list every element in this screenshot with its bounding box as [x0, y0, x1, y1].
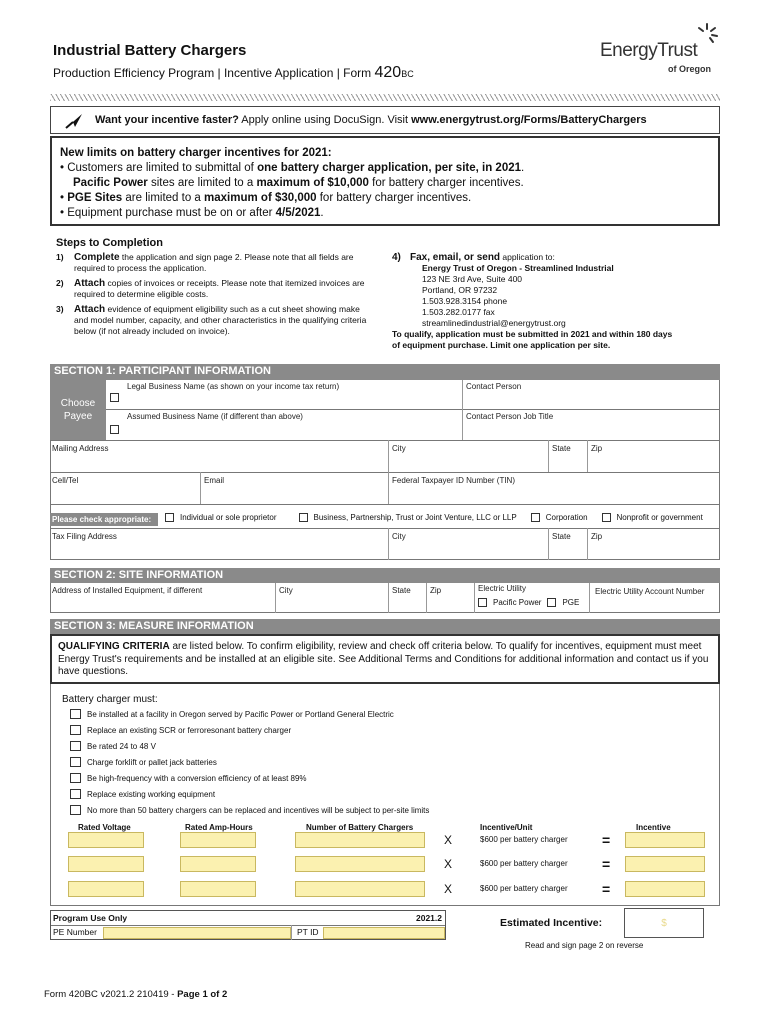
form-number: 420 — [374, 64, 402, 81]
choose-payee-label: Choose Payee — [50, 380, 106, 440]
site-state-label: State — [392, 586, 411, 595]
steps-title: Steps to Completion — [56, 237, 163, 249]
account-number-label: Electric Utility Account Number — [595, 587, 705, 596]
legal-name-label: Legal Business Name (as shown on your income tax return) — [127, 382, 340, 391]
criteria-item — [70, 757, 217, 767]
number-chargers-input[interactable] — [295, 881, 425, 897]
steps-left — [56, 252, 376, 337]
criteria-text: Be rated 24 to 48 V — [87, 741, 156, 751]
docusign-banner: Want your incentive faster? Apply online using DocuSign. Visit www.energytrust.org/Forms/BatteryChargers — [50, 106, 720, 134]
incentive-row-input[interactable] — [625, 856, 705, 872]
criteria-item — [70, 773, 307, 783]
step-1: 1) Complete the application and sign page 2. Please note that all fields are required to process the application. — [56, 252, 354, 273]
mailing-address-label: Mailing Address — [52, 444, 109, 453]
read-and-sign-note: Read and sign page 2 on reverse — [525, 941, 644, 950]
energy-trust-logo — [600, 22, 722, 77]
criteria-text: Replace an existing SCR or ferroresonant battery charger — [87, 725, 292, 735]
corporation-checkbox[interactable] — [531, 513, 540, 522]
section-2-header: SECTION 2: SITE INFORMATION — [50, 568, 720, 583]
criteria-text: No more than 50 battery chargers can be replaced and incentives will be subject to per-site limits — [87, 805, 430, 815]
contact-person-label: Contact Person — [466, 382, 522, 391]
entity-type-group: Individual or sole proprietor Business, Partnership, Trust or Joint Venture, LLC or LLP Corporation Nonprofit or government — [165, 513, 703, 522]
criteria-checkbox[interactable] — [70, 709, 81, 719]
number-chargers-input[interactable] — [295, 832, 425, 848]
qualifying-criteria-text: QUALIFYING CRITERIA are listed below. To confirm eligibility, review and check off criteria below. To qualify for incentives, equipment must meet Energy Trust's requirements and be installed at an eligible site. See Additional Terms and Conditions for additional information and contact us if you have questions. — [50, 634, 720, 684]
mailing-address: Energy Trust of Oregon - Streamlined Industrial 123 NE 3rd Ave, Suite 400 Portland, OR 97232 1.503.928.3154 phone 1.503.282.0177 fax streamlinedindustrial@energytrust.org — [422, 263, 614, 328]
col-rated-voltage: Rated Voltage — [78, 823, 131, 832]
pacific-power-checkbox[interactable] — [478, 598, 487, 607]
sun-icon — [695, 22, 719, 46]
send-arrow-icon — [65, 113, 83, 129]
hatched-divider — [50, 94, 720, 101]
step-4: 4) Fax, email, or send application to: Energy Trust of Oregon - Streamlined Industrial 123 NE 3rd Ave, Suite 400 Portland, OR 97232 1.503.928.3154 phone 1.503.282.0177 fax streamlinedindustrial@energytrust.org To qualify, application must be submitted in 2021 and within 180 days of equipment purchase. Limit one application per site. — [392, 252, 722, 351]
estimated-incentive-total[interactable]: $ — [624, 908, 704, 938]
number-chargers-input[interactable] — [295, 856, 425, 872]
criteria-item — [70, 789, 215, 799]
col-incentive-unit: Incentive/Unit — [480, 823, 533, 832]
rated-voltage-input[interactable] — [68, 832, 144, 848]
section-1-header: SECTION 1: PARTICIPANT INFORMATION — [50, 364, 720, 380]
pe-number-input[interactable] — [103, 927, 291, 939]
incentive-per-unit: $600 per battery charger — [480, 884, 568, 893]
col-incentive: Incentive — [636, 823, 671, 832]
contact-title-label: Contact Person Job Title — [466, 412, 554, 421]
installed-address-label: Address of Installed Equipment, if different — [52, 586, 203, 595]
tax-state-label: State — [552, 532, 571, 541]
rated-amp-hours-input[interactable] — [180, 856, 256, 872]
step-2: 2) Attach copies of invoices or receipts. Please note that itemized invoices are required to determine eligible costs. — [56, 278, 365, 299]
col-number-chargers: Number of Battery Chargers — [306, 823, 414, 832]
check-appropriate-label: Please check appropriate: — [50, 513, 158, 526]
incentive-per-unit: $600 per battery charger — [480, 859, 568, 868]
footer: Form 420BC v2021.2 210419 - Page 1 of 2 — [44, 989, 228, 1000]
criteria-text: Be installed at a facility in Oregon served by Pacific Power or Portland General Electric — [87, 709, 394, 719]
criteria-checkbox[interactable] — [70, 725, 81, 735]
equals-sign: = — [602, 832, 611, 848]
docusign-link[interactable]: www.energytrust.org/Forms/BatteryChargers — [411, 114, 647, 126]
col-rated-amp-hours: Rated Amp-Hours — [185, 823, 253, 832]
payee-assumed-checkbox[interactable] — [110, 425, 119, 434]
equals-sign: = — [602, 881, 611, 897]
incentive-per-unit: $600 per battery charger — [480, 835, 568, 844]
estimated-incentive-label: Estimated Incentive: — [500, 917, 603, 929]
tax-zip-label: Zip — [591, 532, 603, 541]
criteria-item — [70, 709, 394, 719]
payee-legal-checkbox[interactable] — [110, 393, 119, 402]
times-sign: X — [444, 857, 453, 871]
individual-checkbox[interactable] — [165, 513, 174, 522]
assumed-name-label: Assumed Business Name (if different than above) — [127, 412, 303, 421]
cell-tel-label: Cell/Tel — [52, 476, 79, 485]
rated-voltage-input[interactable] — [68, 881, 144, 897]
logo-subtext: of Oregon — [668, 64, 711, 74]
criteria-checkbox[interactable] — [70, 741, 81, 751]
times-sign: X — [444, 833, 453, 847]
pge-checkbox[interactable] — [547, 598, 556, 607]
page-number: Page 1 of 2 — [177, 989, 228, 1000]
nonprofit-checkbox[interactable] — [602, 513, 611, 522]
times-sign: X — [444, 882, 453, 896]
criteria-text: Charge forklift or pallet jack batteries — [87, 757, 217, 767]
incentive-row-input[interactable] — [625, 832, 705, 848]
city-label: City — [392, 444, 406, 453]
limits-notice: New limits on battery charger incentives for 2021: • Customers are limited to submittal of one battery charger application, per site, in 2021. Pacific Power sites are limited to a maximum of $10,000 for battery charger incentives. • PGE Sites are limited to a maximum of $30,000 for battery charger incentives. • Equipment purchase must be on or after 4/5/2021. — [50, 136, 720, 226]
battery-charger-must: Battery charger must: — [62, 694, 158, 705]
page-subtitle: Production Efficiency Program | Incentive Application | Form 420BC — [53, 64, 414, 81]
pt-id-input[interactable] — [323, 927, 445, 939]
tin-label: Federal Taxpayer ID Number (TIN) — [392, 476, 515, 485]
tax-city-label: City — [392, 532, 406, 541]
site-city-label: City — [279, 586, 293, 595]
page-title: Industrial Battery Chargers — [53, 42, 247, 59]
criteria-item — [70, 725, 291, 735]
criteria-item — [70, 741, 156, 751]
rated-amp-hours-input[interactable] — [180, 881, 256, 897]
criteria-checkbox[interactable] — [70, 805, 81, 815]
criteria-checkbox[interactable] — [70, 789, 81, 799]
criteria-checkbox[interactable] — [70, 757, 81, 767]
criteria-text: Be high-frequency with a conversion efficiency of at least 89% — [87, 773, 307, 783]
section-3-header: SECTION 3: MEASURE INFORMATION — [50, 619, 720, 634]
rated-amp-hours-input[interactable] — [180, 832, 256, 848]
logo-text: EnergyTrust — [600, 40, 698, 61]
step-3: 3) Attach evidence of equipment eligibility such as a cut sheet showing make and model number, capacity, and other characteristics in the qualifying criteria below (if not already included on invoice). — [56, 304, 367, 336]
zip-label: Zip — [591, 444, 603, 453]
business-checkbox[interactable] — [299, 513, 308, 522]
tax-address-label: Tax Filing Address — [52, 532, 117, 541]
criteria-checkbox[interactable] — [70, 773, 81, 783]
criteria-item — [70, 805, 429, 815]
section-1-box — [50, 380, 720, 560]
site-zip-label: Zip — [430, 586, 442, 595]
program-use-box: Program Use Only 2021.2 PE Number PT ID — [50, 910, 446, 940]
rated-voltage-input[interactable] — [68, 856, 144, 872]
incentive-row-input[interactable] — [625, 881, 705, 897]
email-label: Email — [204, 476, 225, 485]
equals-sign: = — [602, 856, 611, 872]
criteria-text: Replace existing working equipment — [87, 789, 216, 799]
state-label: State — [552, 444, 571, 453]
utility-label: Electric Utility — [478, 584, 527, 593]
utility-options: Pacific Power PGE — [478, 598, 579, 607]
